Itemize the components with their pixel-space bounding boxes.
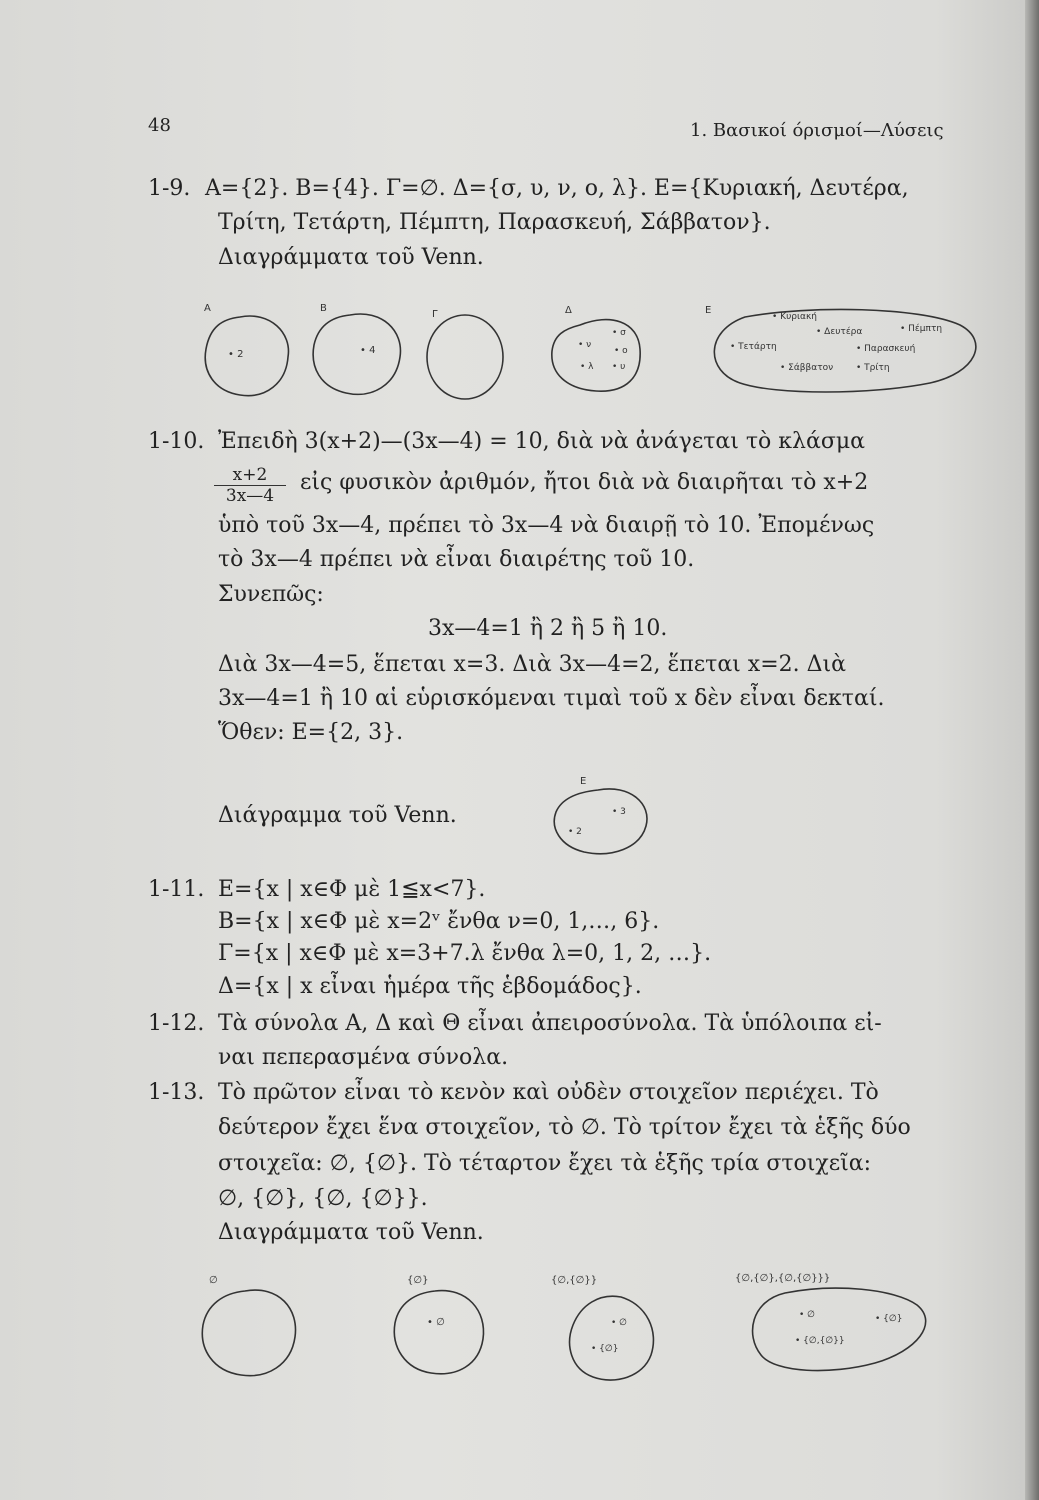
text-line: Συνεπῶς: (218, 582, 324, 607)
venn-element: • σ (612, 328, 626, 338)
venn-set-e (554, 789, 647, 854)
venn-set-2 (394, 1291, 483, 1374)
text-line: Τὸ πρῶτον εἶναι τὸ κενὸν καὶ οὐδὲν στοιχεῖον περιέχει. Τὸ (218, 1080, 879, 1105)
venn-label-g: Γ (432, 309, 438, 320)
venn-set-a (205, 316, 288, 396)
text-line: ναι πεπερασμένα σύνολα. (218, 1045, 509, 1070)
problem-label-1-11: 1-11. (148, 877, 205, 902)
venn-label: ∅ (209, 1275, 218, 1286)
text-line: B={x | x∈Φ μὲ x=2ᵛ ἔνθα ν=0, 1,…, 6}. (218, 909, 660, 934)
venn-element: • {∅} (591, 1344, 619, 1354)
text-line: 3x—4=1 ἢ 2 ἢ 5 ἢ 10. (428, 616, 668, 641)
venn-set-b (313, 314, 400, 394)
venn-element: • ο (614, 346, 628, 356)
text-line: Ὅθεν: E={2, 3}. (218, 720, 404, 745)
venn-label: {∅,{∅},{∅,{∅}}} (735, 1273, 831, 1284)
venn-label-e: E (580, 776, 587, 787)
problem-label-1-12: 1-12. (148, 1011, 205, 1036)
venn-element: • Παρασκευή (856, 344, 916, 354)
text-line: δεύτερον ἔχει ἕνα στοιχεῖον, τὸ ∅. Τὸ τρίτον ἔχει τὰ ἑξῆς δύο (218, 1115, 911, 1140)
text-line: Διαγράμματα τοῦ Venn. (218, 245, 484, 270)
venn-caption: Διάγραμμα τοῦ Venn. (218, 803, 457, 828)
text-line: Γ={x | x∈Φ μὲ x=3+7.λ ἔνθα λ=0, 1, 2, …}. (218, 941, 712, 966)
text-line: εἰς φυσικὸν ἀριθμόν, ἤτοι διὰ νὰ διαιρῆται τὸ x+2 (300, 470, 869, 495)
fraction (214, 465, 286, 506)
fraction-numerator: x+2 (214, 465, 286, 486)
venn-element: • Κυριακή (772, 312, 817, 322)
venn-element: • ∅ (799, 1310, 816, 1320)
text-line: ∅, {∅}, {∅, {∅}}. (218, 1186, 428, 1211)
text-line: E={x | x∈Φ μὲ 1≦x<7}. (218, 877, 486, 902)
venn-diagrams-1-9 (200, 295, 980, 420)
running-title: 1. Βασικοί όρισμοί—Λύσεις (690, 120, 944, 141)
venn-set-4 (753, 1288, 926, 1370)
venn-label-e: E (705, 305, 712, 316)
venn-label-a: A (204, 303, 211, 314)
venn-element: • Σάββατον (780, 363, 834, 373)
page-number: 48 (148, 115, 171, 136)
text-line: στοιχεῖα: ∅, {∅}. Τὸ τέταρτον ἔχει τὰ ἑξῆς τρία στοιχεῖα: (218, 1151, 872, 1176)
venn-element: • υ (612, 362, 626, 372)
venn-label-d: Δ (565, 305, 572, 316)
text-line: Τρίτη, Τετάρτη, Πέμπτη, Παρασκευή, Σάββατον}. (218, 210, 771, 235)
venn-element: • ∅ (427, 1317, 445, 1328)
venn-label: {∅,{∅}} (551, 1275, 598, 1286)
venn-set-3 (570, 1296, 654, 1380)
problem-label-1-13: 1-13. (148, 1080, 205, 1105)
venn-element: • 2 (568, 827, 582, 837)
text-line: Ἐπειδὴ 3(x+2)—(3x—4) = 10, διὰ νὰ ἀνάγεται τὸ κλάσμα (218, 429, 865, 454)
venn-label: {∅} (407, 1275, 429, 1286)
text-line: ὑπὸ τοῦ 3x—4, πρέπει τὸ 3x—4 νὰ διαιρῇ τὸ 10. Ἐπομένως (218, 513, 875, 538)
text-line: 3x—4=1 ἢ 10 αἱ εὑρισκόμεναι τιμαὶ τοῦ x δὲν εἶναι δεκταί. (218, 686, 885, 711)
venn-element: • {∅} (875, 1314, 903, 1324)
problem-label-1-10: 1-10. (148, 429, 205, 454)
venn-element: • ν (578, 340, 592, 350)
venn-label-b: B (320, 303, 327, 314)
venn-element: • Δευτέρα (816, 327, 863, 337)
venn-element: • 3 (612, 807, 626, 817)
text-line: Διὰ 3x—4=5, ἕπεται x=3. Διὰ 3x—4=2, ἕπεται x=2. Διὰ (218, 652, 846, 677)
text-line: Δ={x | x εἶναι ἡμέρα τῆς ἑβδομάδος}. (218, 974, 642, 999)
venn-element: • 2 (228, 349, 244, 360)
venn-element: • Πέμπτη (900, 324, 943, 334)
venn-diagram-1-10 (548, 770, 658, 860)
fraction-denominator: 3x—4 (225, 486, 275, 506)
problem-label-1-9: 1-9. (148, 176, 191, 201)
venn-set-1 (202, 1290, 295, 1376)
venn-element: • {∅,{∅}} (795, 1336, 845, 1346)
text-line: τὸ 3x—4 πρέπει νὰ εἶναι διαιρέτης τοῦ 10. (218, 547, 695, 572)
venn-element: • 4 (360, 345, 376, 356)
venn-element: • λ (580, 362, 594, 372)
venn-diagrams-1-13 (195, 1265, 975, 1395)
page-edge-shadow (1025, 0, 1039, 1500)
venn-set-g (427, 315, 503, 399)
text-line: A={2}. B={4}. Γ=∅. Δ={σ, υ, ν, ο, λ}. E={Κυριακή, Δευτέρα, (205, 176, 909, 201)
venn-element: • Τετάρτη (730, 342, 777, 352)
text-line: Διαγράμματα τοῦ Venn. (218, 1220, 484, 1245)
text-line: Τὰ σύνολα A, Δ καὶ Θ εἶναι ἀπειροσύνολα. Τὰ ὑπόλοιπα εἰ- (218, 1011, 882, 1036)
venn-element: • ∅ (611, 1318, 628, 1328)
venn-element: • Τρίτη (856, 363, 890, 373)
